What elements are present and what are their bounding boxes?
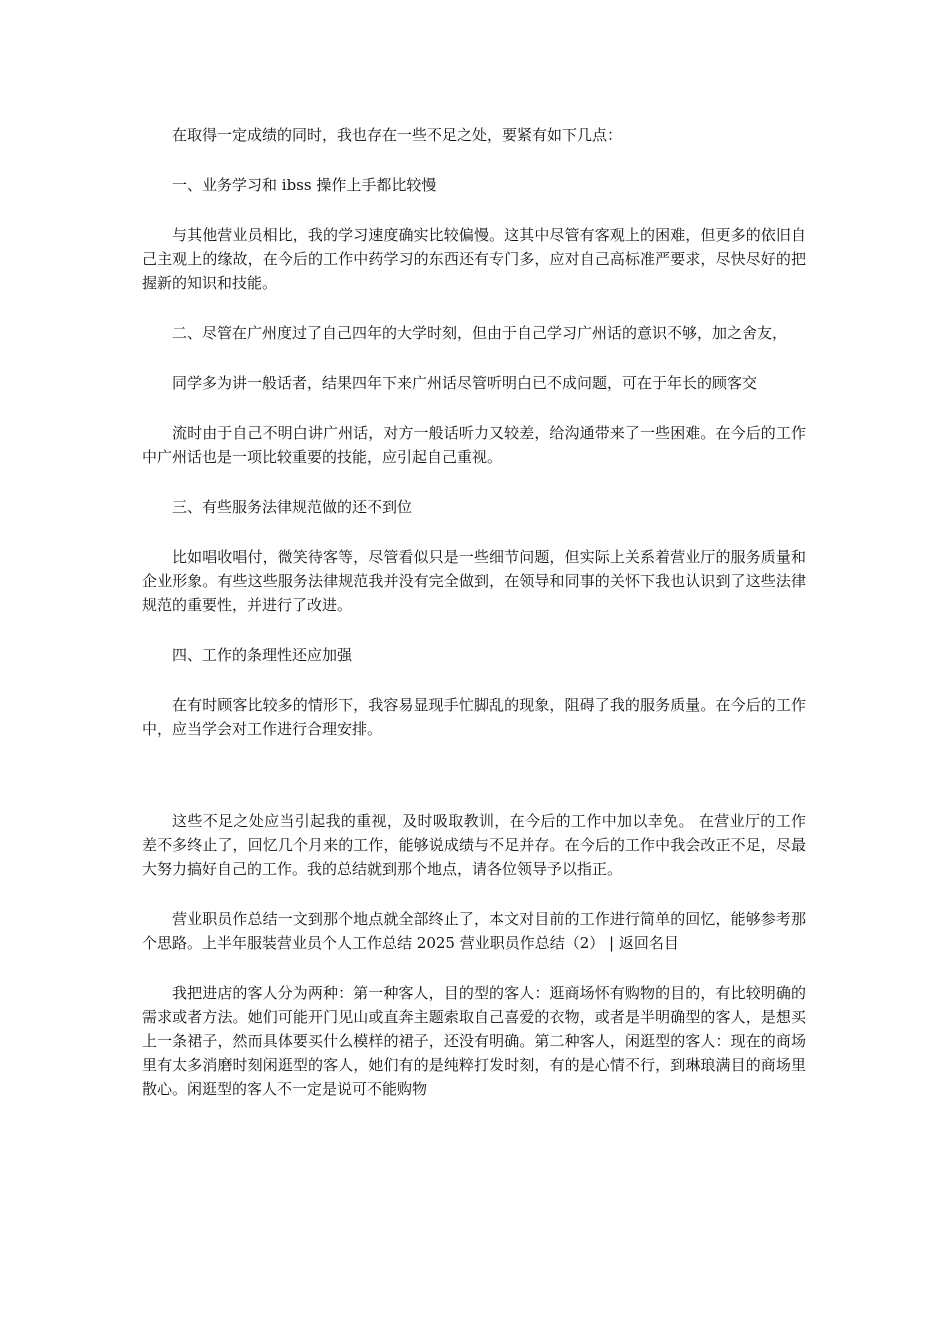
paragraph-3: 比如唱收唱付，微笑待客等，尽管看似只是一些细节问题，但实际上关系着营业厅的服务质量和企业形象。有些这些服务法律规范我并没有完全做到，在领导和同事的关怀下我也认识到了这些法律规范的重要性，并进行了改进。 [142, 548, 806, 614]
document-body [142, 123, 806, 1127]
paragraph-4: 在有时顾客比较多的情形下，我容易显现手忙脚乱的现象，阻碍了我的服务质量。在今后的工作中，应当学会对工作进行合理安排。 [142, 696, 806, 738]
section-heading-4: 四、工作的条理性还应加强 [172, 646, 353, 664]
paragraph-2b: 流时由于自己不明白讲广州话，对方一般话听力又较差，给沟通带来了一些困难。在今后的工作中广州话也是一项比较重要的技能，应引起自己重视。 [142, 424, 806, 466]
paragraph-1: 与其他营业员相比，我的学习速度确实比较偏慢。这其中尽管有客观上的困难，但更多的依旧自己主观上的缘故，在今后的工作中药学习的东西还有专门多，应对自己高标准严要求，尽快尽好的把握新的知识和技能。 [142, 226, 806, 292]
section-heading-1: 一、业务学习和 ibss 操作上手都比较慢 [172, 176, 437, 194]
paragraph-2a: 同学多为讲一般话者，结果四年下来广州话尽管听明白已不成问题，可在于年长的顾客交 [172, 374, 758, 392]
paragraph-intro: 在取得一定成绩的同时，我也存在一些不足之处，要紧有如下几点： [172, 126, 623, 144]
section-heading-2: 二、尽管在广州度过了自己四年的大学时刻，但由于自己学习广州话的意识不够，加之舍友， [172, 324, 788, 342]
section-heading-3: 三、有些服务法律规范做的还不到位 [172, 498, 413, 516]
paragraph-customers: 我把进店的客人分为两种：第一种客人，目的型的客人：逛商场怀有购物的目的，有比较明确的需求或者方法。她们可能开门见山或直奔主题索取自己喜爱的衣物，或者是半明确型的客人，是想买上一条裙子，然而具体要买什么模样的裙子，还没有明确。第二种客人，闲逛型的客人：现在的商场里有太多消磨时刻闲逛型的客人，她们有的是纯粹打发时刻，有的是心情不行，到琳琅满目的商场里散心。闲逛型的客人不一定是说可不能购物 [142, 984, 806, 1098]
blank-spacer [142, 767, 806, 809]
paragraph-summary-link: 营业职员作总结一文到那个地点就全部终止了，本文对目前的工作进行简单的回忆，能够参考那个思路。上半年服装营业员个人工作总结 2025 营业职员作总结（2） | 返回名目 [142, 910, 806, 952]
paragraph-conclusion: 这些不足之处应当引起我的重视，及时吸取教训，在今后的工作中加以幸免。 在营业厅的工作差不多终止了，回忆几个月来的工作，能够说成绩与不足并存。在今后的工作中我会改正不足，尽最大努力搞好自己的工作。我的总结就到那个地点，请各位领导予以指正。 [142, 812, 806, 878]
